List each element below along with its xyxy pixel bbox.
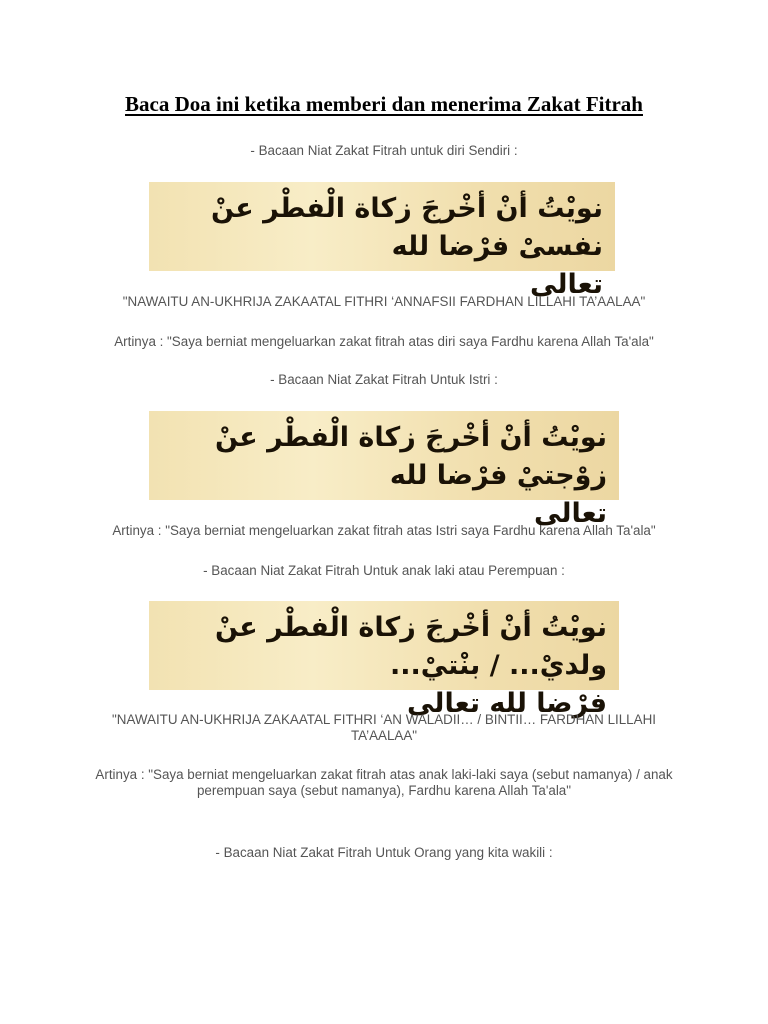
page-title: Baca Doa ini ketika memberi dan menerima Zakat Fitrah bbox=[125, 92, 643, 116]
arabic-text-line2: تعالى bbox=[534, 498, 607, 529]
arabic-prayer-image-child bbox=[149, 601, 619, 719]
section-heading-represented: - Bacaan Niat Zakat Fitrah Untuk Orang yang kita wakili : bbox=[215, 845, 553, 860]
arabic-text-line2: فرْضا لله تعالى bbox=[406, 688, 607, 719]
meaning-child-line1: Artinya : "Saya berniat mengeluarkan zakat fitrah atas anak laki-laki saya (sebut namanya) / anak bbox=[95, 767, 673, 782]
meaning-wife: Artinya : "Saya berniat mengeluarkan zakat fitrah atas Istri saya Fardhu karena Allah Ta'ala" bbox=[112, 523, 656, 538]
transliteration-child bbox=[90, 712, 678, 744]
arabic-prayer-image-wife bbox=[149, 411, 619, 529]
arabic-text-line1: نويْتُ أنْ أخْرجَ زكاة الْفطْر عنْ ولديْ... / بنْتيْ... bbox=[214, 612, 607, 681]
section-heading-wife: - Bacaan Niat Zakat Fitrah Untuk Istri : bbox=[270, 372, 498, 387]
arabic-text-line2: تعالى bbox=[530, 269, 603, 300]
transliteration-child-line2: TA’AALAA" bbox=[350, 728, 418, 743]
arabic-text-line1: نويْتُ أنْ أخْرجَ زكاة الْفطْر عنْ زوْجتيْ فرْضا لله bbox=[214, 422, 607, 491]
section-heading-self: - Bacaan Niat Zakat Fitrah untuk diri Sendiri : bbox=[250, 143, 518, 158]
section-heading-child: - Bacaan Niat Zakat Fitrah Untuk anak laki atau Perempuan : bbox=[203, 563, 565, 578]
meaning-child bbox=[90, 767, 678, 799]
meaning-self: Artinya : "Saya berniat mengeluarkan zakat fitrah atas diri saya Fardhu karena Allah Ta'ala" bbox=[114, 334, 654, 349]
meaning-child-line2: perempuan saya (sebut namanya), Fardhu karena Allah Ta'ala" bbox=[196, 783, 572, 798]
transliteration-child-line1: "NAWAITU AN-UKHRIJA ZAKAATAL FITHRI ‘AN WALADII… / BINTII… FARDHAN LILLAHI bbox=[112, 712, 656, 727]
arabic-text-line1: نويْتُ أنْ أخْرجَ زكاة الْفطْر عنْ نفسىْ فرْضا لله bbox=[210, 193, 603, 262]
transliteration-self: "NAWAITU AN-UKHRIJA ZAKAATAL FITHRI ‘ANNAFSII FARDHAN LILLAHI TA’AALAA" bbox=[122, 294, 646, 309]
arabic-prayer-image-self bbox=[149, 182, 615, 300]
